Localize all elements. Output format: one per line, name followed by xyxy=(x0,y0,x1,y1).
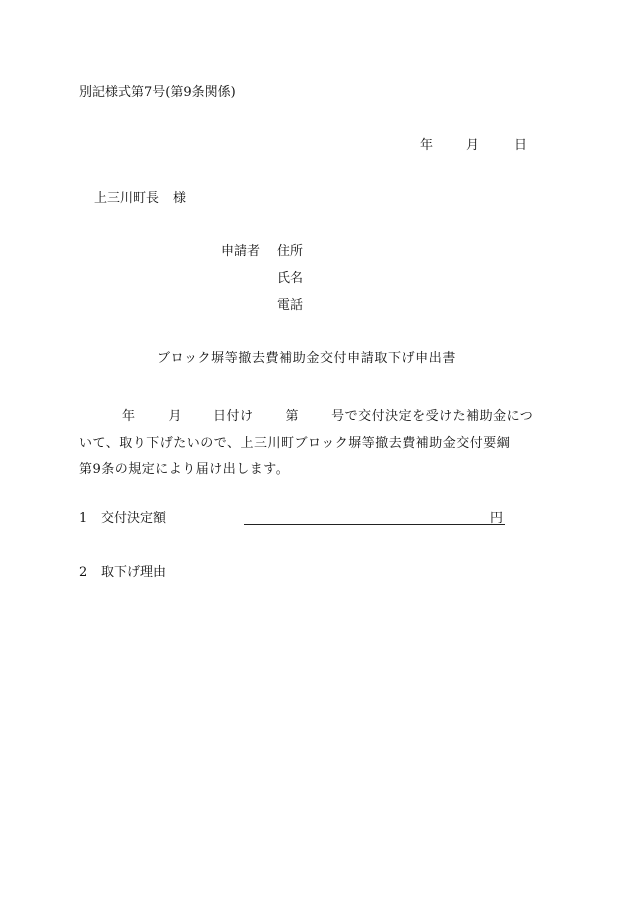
addressee-name: 上三川町長 xyxy=(94,191,160,206)
body-line-1 xyxy=(79,404,534,431)
date-line xyxy=(420,139,527,152)
body-dated-label: 日付け xyxy=(213,409,254,424)
date-month-label: 月 xyxy=(466,138,480,153)
address-field-label: 住所 xyxy=(277,244,304,259)
body-month-label: 月 xyxy=(168,409,183,424)
item-1-label: 交付決定額 xyxy=(101,511,167,526)
date-year-label: 年 xyxy=(420,138,434,153)
amount-unit: 円 xyxy=(490,511,504,526)
phone-field-label: 電話 xyxy=(277,298,304,313)
form-number: 別記様式第7号(第9条関係) xyxy=(79,85,236,100)
applicant-label: 申請者 xyxy=(221,244,261,259)
name-field-label: 氏名 xyxy=(277,271,304,286)
body-number-prefix: 第 xyxy=(285,409,300,424)
body-line-3: 第9条の規定により届け出します。 xyxy=(79,462,290,477)
addressee xyxy=(94,192,186,205)
body-year-label: 年 xyxy=(122,409,136,424)
body-paragraph xyxy=(79,404,534,484)
addressee-honorific: 様 xyxy=(173,191,187,206)
body-line-2: いて、取り下げたいので、上三川町ブロック塀等撤去費補助金交付要綱 xyxy=(79,435,511,451)
amount-underline xyxy=(244,524,505,525)
item-2-label: 取下げ理由 xyxy=(101,565,167,580)
date-day-label: 日 xyxy=(514,138,528,153)
body-line-1-rest: 号で交付決定を受けた補助金につ xyxy=(331,409,534,424)
item-2-number: 2 xyxy=(79,565,88,580)
document-title: ブロック塀等撤去費補助金交付申請取下げ申出書 xyxy=(157,351,456,366)
item-1-number: 1 xyxy=(79,511,88,526)
